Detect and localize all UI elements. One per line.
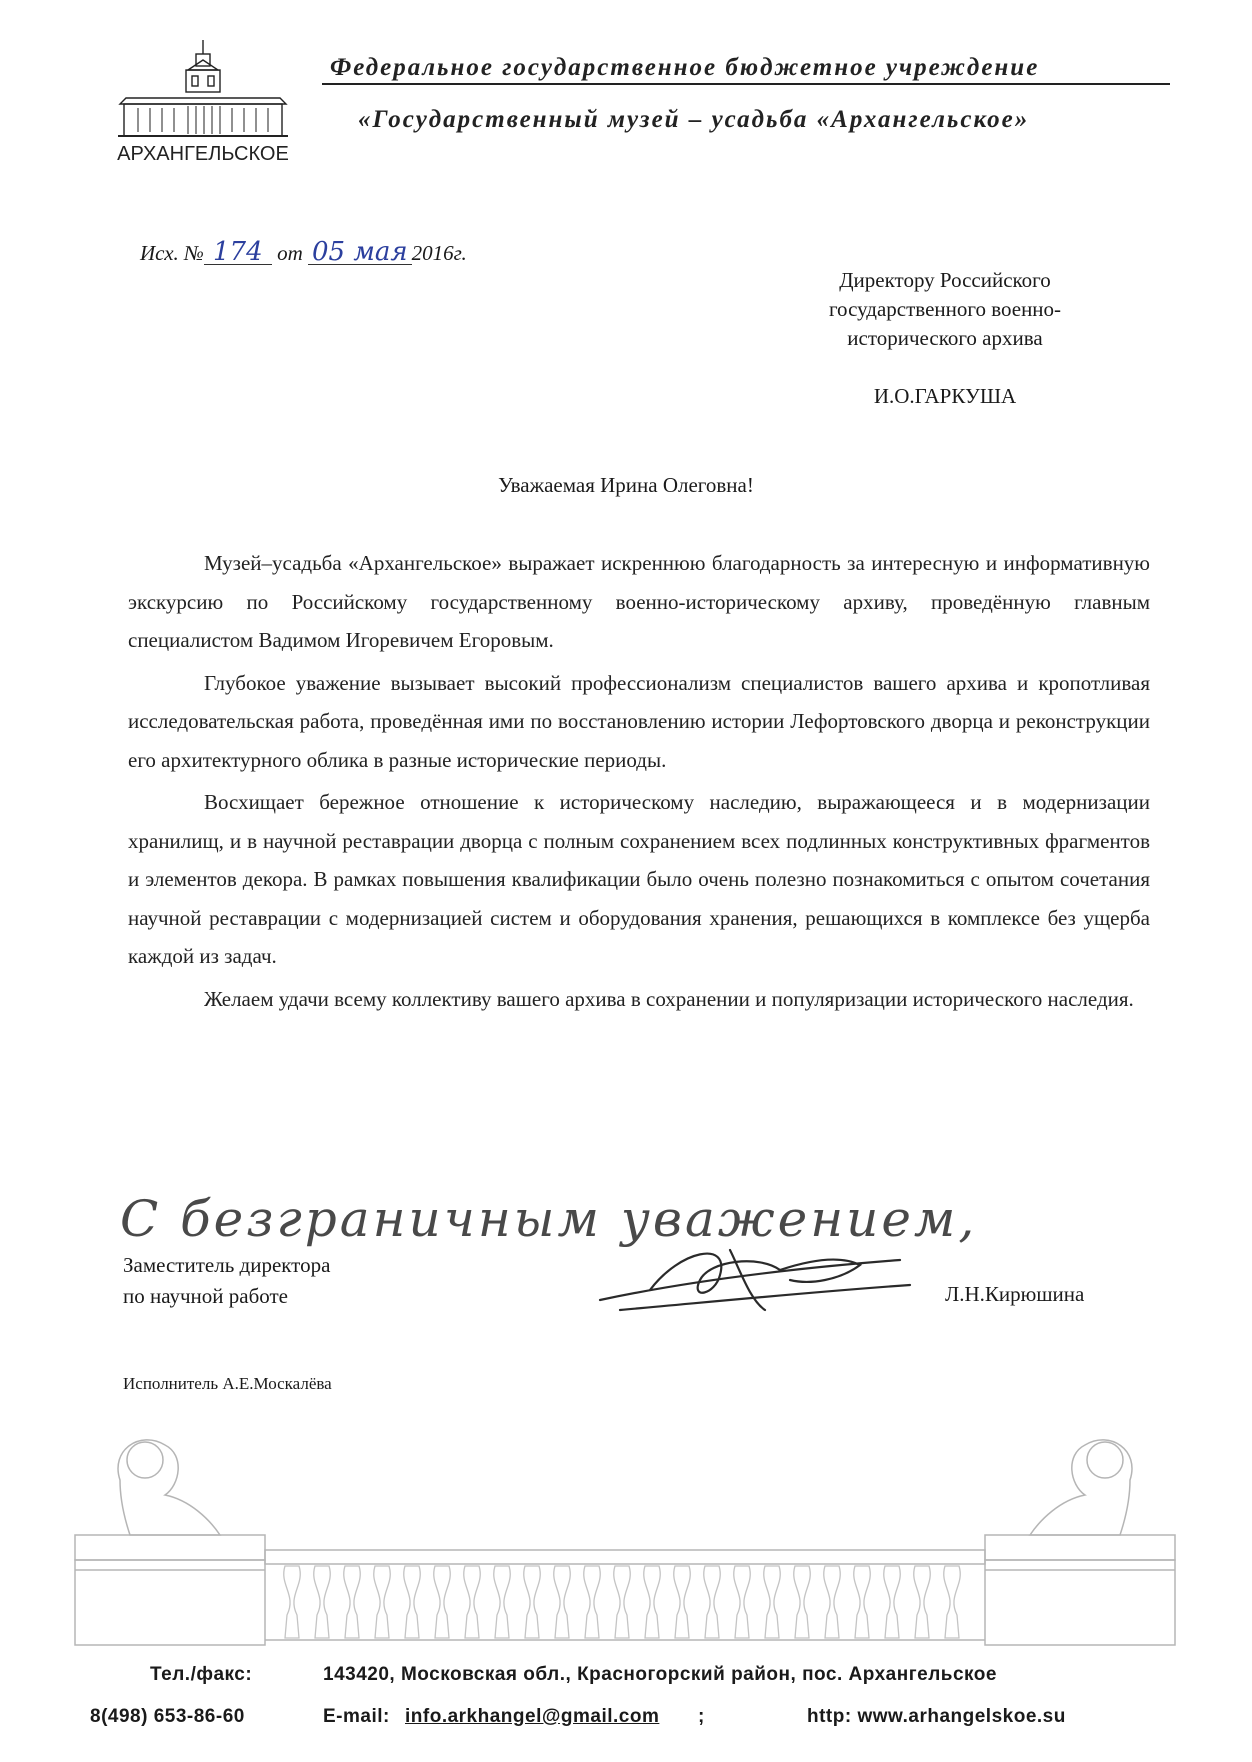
baluster [794, 1566, 811, 1638]
baluster [734, 1566, 751, 1638]
signer-title [123, 1250, 330, 1312]
baluster [884, 1566, 901, 1638]
baluster [914, 1566, 931, 1638]
organization-type: Федеральное государственное бюджетное учреждение [330, 54, 1040, 81]
baluster [944, 1566, 961, 1638]
baluster [374, 1566, 391, 1638]
baluster [614, 1566, 631, 1638]
baluster [284, 1566, 301, 1638]
baluster [854, 1566, 871, 1638]
footer-phone-label: Тел./факс: [150, 1664, 253, 1685]
reference-number: 174 [204, 240, 272, 265]
baluster [764, 1566, 781, 1638]
baluster [704, 1566, 721, 1638]
reference-year: 2016г. [411, 241, 467, 265]
addressee-line-2: государственного военно- [828, 297, 1062, 321]
footer-address: 143420, Московская обл., Красногорский район, пос. Архангельское [323, 1664, 997, 1685]
baluster [464, 1566, 481, 1638]
footer-phone: 8(498) 653-86-60 [90, 1706, 245, 1727]
baluster [674, 1566, 691, 1638]
logo-text: АРХАНГЕЛЬСКОЕ [117, 143, 289, 165]
signer-title-line-2: по научной работе [123, 1284, 288, 1308]
addressee-name: И.О.ГАРКУША [873, 384, 1017, 408]
body-paragraph-4: Желаем удачи всему коллективу вашего архива в сохранении и популяризации исторического наследия. [204, 986, 1134, 1011]
addressee-block [780, 266, 1110, 353]
addressee-line-1: Директору Российского [839, 268, 1051, 292]
signer-name: Л.Н.Кирюшина [945, 1282, 1085, 1306]
footer-email-label: E-mail: [323, 1706, 390, 1727]
header-divider [322, 83, 1170, 85]
signature [590, 1230, 920, 1320]
outgoing-reference [140, 237, 467, 267]
baluster [434, 1566, 451, 1638]
body-paragraph-3: Восхищает бережное отношение к историческому наследию, выражающееся и в модернизации хранилищ, и в научной реставрации дворца с полным сохранением всех подлинных конструктивных фрагментов и элементов декора. В рамках повышения квалификации было очень полезно познакомиться с опытом сочетания научной реставрации с модернизацией систем и оборудования хранения, решающихся в комплексе без ущерба каждой из задач. [128, 790, 1150, 968]
museum-logo [108, 40, 298, 165]
svg-text:С безграничным уважением,: С безграничным уважением, [120, 1190, 978, 1248]
baluster [524, 1566, 541, 1638]
baluster [314, 1566, 331, 1638]
reference-from-label: от [277, 241, 303, 265]
baluster [404, 1566, 421, 1638]
baluster [554, 1566, 571, 1638]
organization-name: «Государственный музей – усадьба «Архангельское» [358, 106, 1030, 133]
executor: Исполнитель А.Е.Москалёва [123, 1374, 332, 1393]
baluster [494, 1566, 511, 1638]
footer-website-link[interactable]: http: www.arhangelskoe.su [807, 1706, 1066, 1727]
reference-date: 05 мая [308, 240, 412, 265]
baluster [344, 1566, 361, 1638]
signer-title-line-1: Заместитель директора [123, 1253, 331, 1277]
body-paragraph-2: Глубокое уважение вызывает высокий профессионализм специалистов вашего архива и кропотливая исследовательская работа, проведённая ими по восстановлению истории Лефортовского дворца и реконструкции его архитектурного облика в разные исторические периоды. [128, 670, 1150, 772]
reference-prefix: Исх. № [140, 241, 204, 265]
baluster [644, 1566, 661, 1638]
letter-body [128, 544, 1150, 1022]
baluster [824, 1566, 841, 1638]
addressee-line-3: исторического архива [847, 326, 1043, 350]
footer-email-link[interactable]: info.arkhangel@gmail.com [405, 1706, 660, 1727]
salutation: Уважаемая Ирина Олеговна! [498, 473, 754, 497]
baluster [584, 1566, 601, 1638]
body-paragraph-1: Музей–усадьба «Архангельское» выражает искреннюю благодарность за интересную и информативную экскурсию по Российскому государственному военно-историческому архиву, проведённую главным специалистом Вадимом Игоревичем Егоровым. [128, 551, 1150, 652]
footer-email-separator: ; [698, 1706, 705, 1727]
balustrade-illustration [70, 1410, 1182, 1655]
